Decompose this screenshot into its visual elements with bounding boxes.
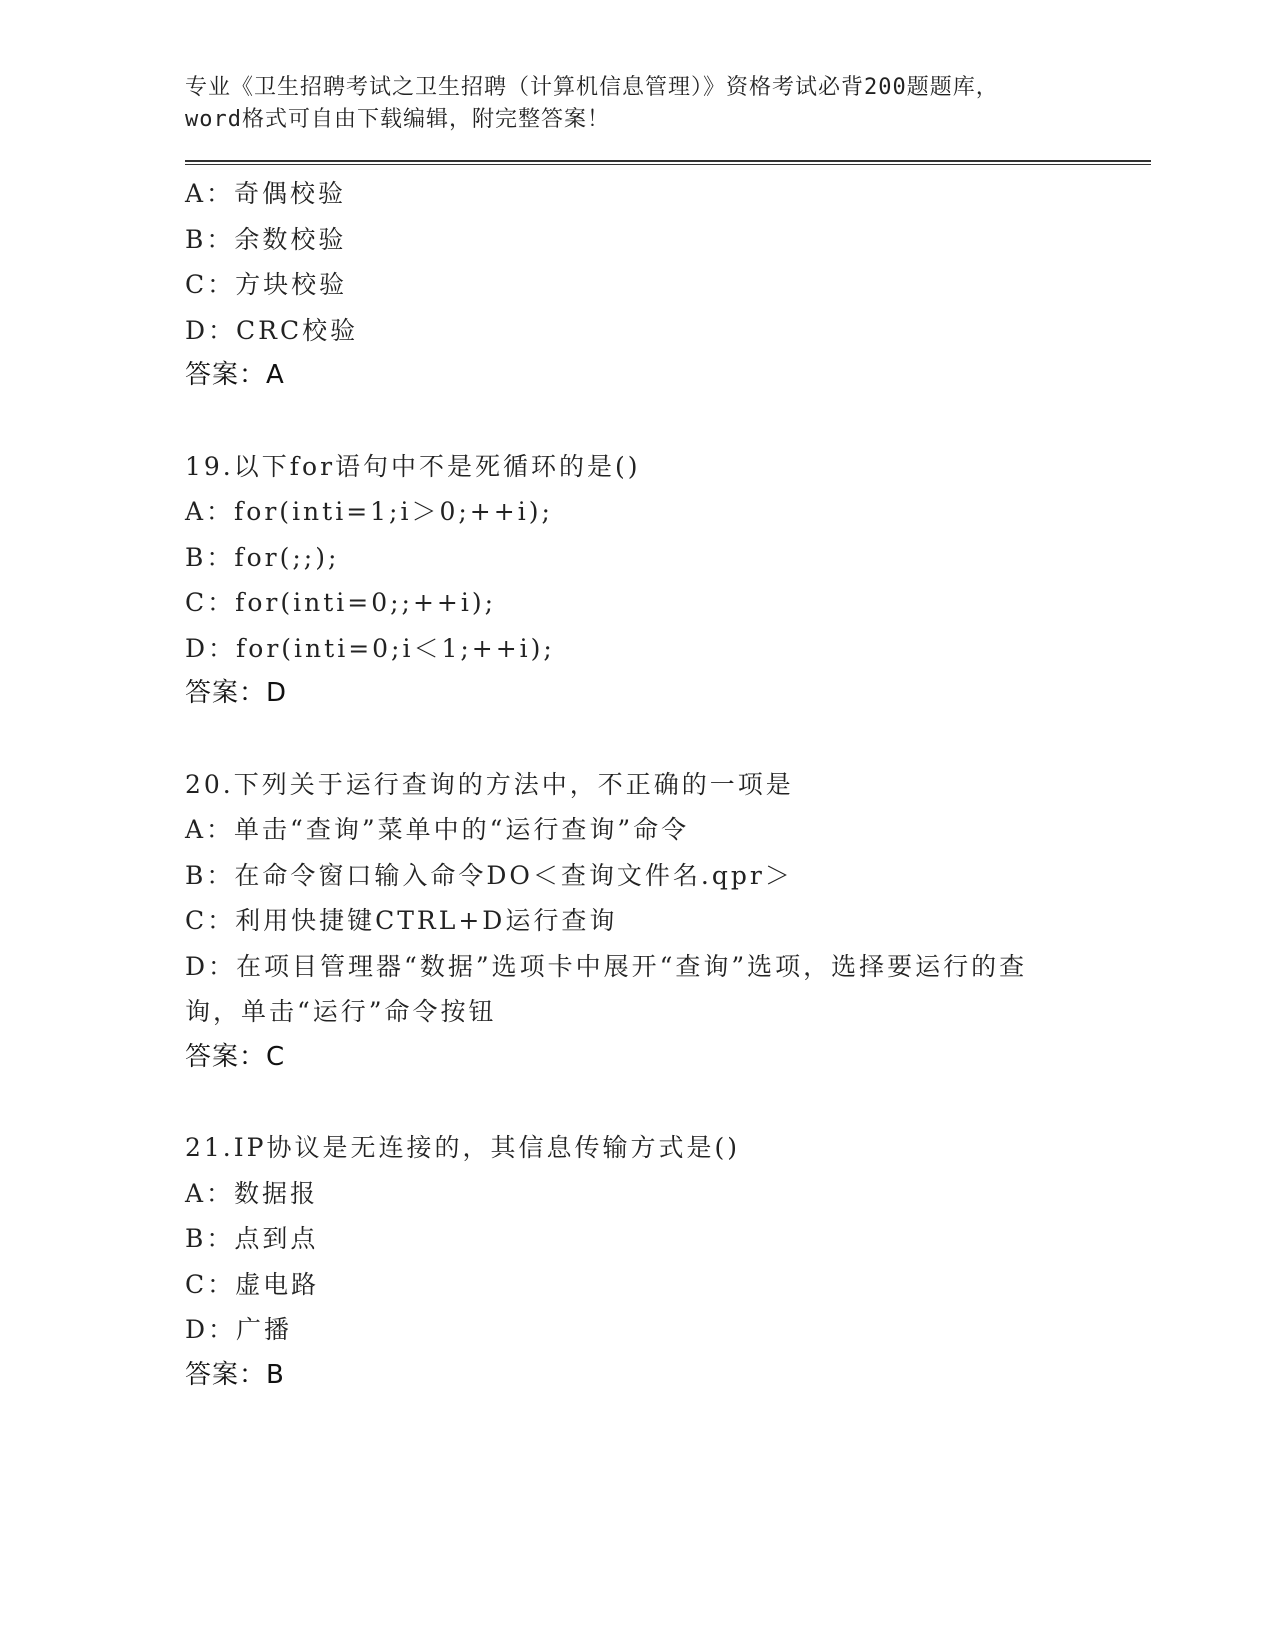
option-b: B：余数校验	[185, 224, 347, 254]
header-line-1: 专业《卫生招聘考试之卫生招聘（计算机信息管理）》资格考试必背200题题库，	[185, 75, 999, 100]
answer-line: 答案：A	[185, 360, 285, 390]
option-b: B：点到点	[185, 1224, 319, 1253]
question-block	[185, 762, 1145, 1081]
option-b: B：for(;;);	[185, 542, 340, 572]
document-page	[185, 72, 1145, 1398]
question-block	[185, 444, 1145, 717]
option-a: A：奇偶校验	[185, 179, 347, 208]
question-stem: 21.IP协议是无连接的，其信息传输方式是()	[185, 1133, 740, 1162]
option-d: D：在项目管理器“数据”选项卡中展开“查询”选项，选择要运行的查询，单击“运行”命令按钮	[185, 951, 1028, 1026]
option-a: A：数据报	[185, 1178, 319, 1208]
option-d: D：广播	[185, 1315, 293, 1344]
question-block	[185, 171, 1145, 399]
spacer	[185, 717, 1145, 762]
option-c: C：虚电路	[185, 1269, 320, 1299]
option-c: C：方块校验	[185, 270, 348, 299]
option-a: A：for(inti=1;i＞0;++i);	[185, 497, 553, 526]
option-d: D：for(inti=0;i＜1;++i);	[185, 633, 555, 663]
spacer	[185, 399, 1145, 444]
spacer	[185, 1080, 1145, 1125]
question-list	[185, 171, 1145, 1398]
answer-line: 答案：D	[185, 678, 288, 708]
header-line-2: word格式可自由下载编辑，附完整答案！	[185, 107, 610, 132]
option-b: B：在命令窗口输入命令DO＜查询文件名.qpr＞	[185, 860, 793, 890]
option-a: A：单击“查询”菜单中的“运行查询”命令	[185, 815, 690, 844]
question-block	[185, 1125, 1145, 1398]
answer-line: 答案：C	[185, 1041, 286, 1072]
question-stem: 20.下列关于运行查询的方法中，不正确的一项是	[185, 769, 794, 799]
document-header	[185, 72, 1145, 136]
option-c: C：利用快捷键CTRL+D运行查询	[185, 906, 618, 935]
question-stem: 19.以下for语句中不是死循环的是()	[185, 451, 641, 481]
answer-line: 答案：B	[185, 1359, 285, 1390]
option-d: D：CRC校验	[185, 315, 359, 345]
header-divider	[185, 160, 1151, 165]
option-c: C：for(inti=0;;++i);	[185, 588, 497, 617]
